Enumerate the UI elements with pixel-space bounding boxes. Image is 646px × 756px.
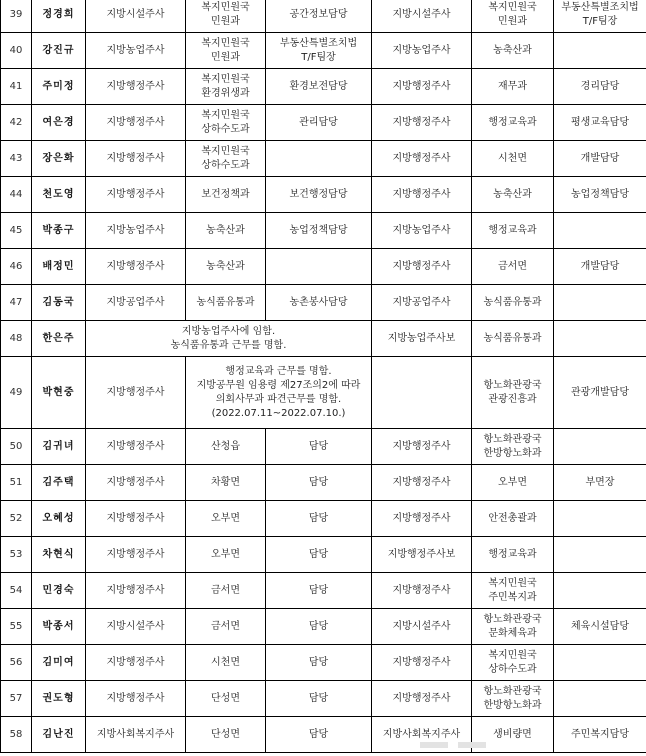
cell-line: 개발담당 — [580, 152, 620, 164]
cell-line: 행정교육과 — [488, 116, 537, 128]
employee-name: 오혜성 — [32, 501, 86, 537]
new-department — [472, 573, 554, 609]
new-department — [472, 681, 554, 717]
row-number: 49 — [1, 357, 32, 429]
cell-line: 보건행정담당 — [289, 188, 348, 200]
cell-line: 지방농업주사에 임함. — [181, 325, 276, 337]
current-department — [186, 285, 266, 321]
new-department — [472, 321, 554, 357]
current-rank: 지방행정주사 — [86, 573, 186, 609]
cell-line: 농축산과 — [206, 260, 245, 272]
current-rank: 지방농업주사 — [86, 213, 186, 249]
employee-name: 여은경 — [32, 105, 86, 141]
row-number: 56 — [1, 645, 32, 681]
row-number: 41 — [1, 69, 32, 105]
current-rank: 지방행정주사 — [86, 681, 186, 717]
cell-line: 주민복지담당 — [571, 728, 629, 740]
current-rank: 지방행정주사 — [86, 105, 186, 141]
employee-name: 박현중 — [32, 357, 86, 429]
new-role — [554, 573, 646, 609]
current-role — [266, 537, 372, 573]
current-role — [266, 501, 372, 537]
new-role — [554, 645, 646, 681]
cell-line: T/F팀장 — [301, 51, 336, 63]
current-role — [266, 717, 372, 753]
new-rank: 지방행정주사 — [372, 573, 472, 609]
current-rank: 지방행정주사 — [86, 465, 186, 501]
cell-line: 복지민원국 — [201, 73, 250, 85]
employee-name: 김동국 — [32, 285, 86, 321]
cell-line: 복지민원국 — [201, 145, 250, 157]
table-row — [1, 69, 646, 105]
current-department — [186, 105, 266, 141]
cell-line: 항노화관광국 — [483, 379, 542, 391]
row-number: 46 — [1, 249, 32, 285]
new-department — [472, 537, 554, 573]
new-department — [472, 141, 554, 177]
table-row — [1, 681, 646, 717]
table-row — [1, 357, 646, 429]
table-row — [1, 465, 646, 501]
new-role — [554, 321, 646, 357]
cell-line: 담당 — [308, 548, 329, 560]
employee-name: 김미여 — [32, 645, 86, 681]
cell-line: 의회사무과 파견근무를 명함. — [215, 393, 342, 405]
current-rank: 지방행정주사 — [86, 501, 186, 537]
watermark-fragment — [420, 742, 490, 752]
new-department — [472, 645, 554, 681]
cell-line: 복지민원국 — [488, 649, 537, 661]
current-department — [186, 141, 266, 177]
new-role — [554, 537, 646, 573]
cell-line: 복지민원국 — [201, 1, 250, 13]
new-department — [472, 177, 554, 213]
cell-line: 단성면 — [211, 692, 240, 704]
new-department — [472, 249, 554, 285]
current-department — [186, 213, 266, 249]
cell-line: 시천면 — [211, 656, 240, 668]
cell-line: 상하수도과 — [488, 663, 537, 675]
cell-line: 부면장 — [585, 476, 615, 488]
cell-line: 농식품유통과 — [483, 296, 542, 308]
table-row — [1, 609, 646, 645]
current-department — [186, 465, 266, 501]
current-rank: 지방행정주사 — [86, 177, 186, 213]
cell-line: 담당 — [308, 656, 329, 668]
current-department — [186, 69, 266, 105]
cell-line: 오부면 — [498, 476, 527, 488]
table-row — [1, 33, 646, 69]
current-department — [186, 0, 266, 33]
cell-line: 상하수도과 — [201, 159, 250, 171]
current-role — [266, 681, 372, 717]
new-rank: 지방시설주사 — [372, 609, 472, 645]
cell-line: 농촌봉사담당 — [289, 296, 348, 308]
cell-line: 단성면 — [211, 728, 240, 740]
current-department — [186, 33, 266, 69]
cell-line: 주민복지과 — [488, 591, 537, 603]
new-role — [554, 501, 646, 537]
new-rank: 지방농업주사 — [372, 213, 472, 249]
employee-name: 박종서 — [32, 609, 86, 645]
cell-line: 농식품유통과 근무를 명함. — [170, 339, 287, 351]
current-role — [266, 0, 372, 33]
row-number: 57 — [1, 681, 32, 717]
current-role — [266, 573, 372, 609]
new-department — [472, 0, 554, 33]
cell-line: 민원과 — [498, 15, 527, 27]
row-number: 55 — [1, 609, 32, 645]
cell-line: 복지민원국 — [488, 577, 537, 589]
current-department — [186, 249, 266, 285]
table-row — [1, 573, 646, 609]
new-rank: 지방행정주사보 — [372, 537, 472, 573]
new-rank: 지방시설주사 — [372, 0, 472, 33]
table-row — [1, 537, 646, 573]
new-role — [554, 249, 646, 285]
current-role — [266, 645, 372, 681]
table-row — [1, 285, 646, 321]
new-department — [472, 465, 554, 501]
current-rank: 지방행정주사 — [86, 249, 186, 285]
cell-line: 관광개발담당 — [571, 386, 629, 398]
new-rank: 지방농업주사 — [372, 33, 472, 69]
appointment-note — [186, 357, 372, 429]
current-role — [266, 33, 372, 69]
cell-line: 금서면 — [498, 260, 527, 272]
new-role — [554, 717, 646, 753]
current-rank: 지방공업주사 — [86, 285, 186, 321]
current-rank: 지방행정주사 — [86, 357, 186, 429]
cell-line: 개발담당 — [580, 260, 620, 272]
cell-line: 체육시설담당 — [571, 620, 629, 632]
employee-name: 배정민 — [32, 249, 86, 285]
new-department — [472, 609, 554, 645]
new-role — [554, 213, 646, 249]
new-rank: 지방행정주사 — [372, 429, 472, 465]
cell-line: 금서면 — [211, 620, 240, 632]
cell-line: 문화체육과 — [488, 627, 537, 639]
cell-line: 복지민원국 — [488, 1, 537, 13]
new-role — [554, 105, 646, 141]
current-rank: 지방행정주사 — [86, 645, 186, 681]
table-row — [1, 321, 646, 357]
employee-name: 민경숙 — [32, 573, 86, 609]
current-role — [266, 69, 372, 105]
current-department — [186, 609, 266, 645]
cell-line: (2022.07.11~2022.07.10.) — [211, 407, 346, 419]
new-department — [472, 501, 554, 537]
current-role — [266, 177, 372, 213]
cell-line: 농축산과 — [493, 44, 532, 56]
new-role — [554, 177, 646, 213]
cell-line: 행정교육과 — [488, 548, 537, 560]
cell-line: 부동산특별조치법 — [561, 1, 639, 13]
new-role — [554, 0, 646, 33]
new-department — [472, 357, 554, 429]
new-role — [554, 357, 646, 429]
new-rank: 지방행정주사 — [372, 249, 472, 285]
cell-line: 행정교육과 — [488, 224, 537, 236]
new-rank: 지방행정주사 — [372, 681, 472, 717]
row-number: 40 — [1, 33, 32, 69]
cell-line: 시천면 — [498, 152, 527, 164]
current-role — [266, 609, 372, 645]
cell-line: 농식품유통과 — [483, 332, 542, 344]
cell-line: 담당 — [308, 584, 329, 596]
new-rank: 지방행정주사 — [372, 141, 472, 177]
cell-line: 차황면 — [211, 476, 240, 488]
current-role — [266, 465, 372, 501]
employee-name: 천도영 — [32, 177, 86, 213]
cell-line: 항노화관광국 — [483, 685, 542, 697]
cell-line: 산청읍 — [211, 440, 240, 452]
new-rank: 지방행정주사 — [372, 645, 472, 681]
cell-line: 부동산특별조치법 — [279, 37, 358, 49]
cell-line: 담당 — [308, 440, 329, 452]
current-rank: 지방사회복지주사 — [86, 717, 186, 753]
new-rank: 지방행정주사 — [372, 69, 472, 105]
new-rank: 지방농업주사보 — [372, 321, 472, 357]
table-row — [1, 213, 646, 249]
row-number: 54 — [1, 573, 32, 609]
current-department — [186, 537, 266, 573]
new-rank: 지방사회복지주사 — [372, 717, 472, 753]
current-role — [266, 285, 372, 321]
table-row — [1, 105, 646, 141]
cell-line: 행정교육과 근무를 명함. — [225, 365, 332, 377]
employee-name: 김주택 — [32, 465, 86, 501]
table-row — [1, 249, 646, 285]
cell-line: 담당 — [308, 728, 329, 740]
current-department — [186, 717, 266, 753]
cell-line: 환경위생과 — [201, 87, 250, 99]
new-department — [472, 213, 554, 249]
current-rank: 지방행정주사 — [86, 429, 186, 465]
cell-line: 담당 — [308, 512, 329, 524]
cell-line: 지방공무원 임용령 제27조의2에 따라 — [196, 379, 361, 391]
table-row — [1, 429, 646, 465]
new-department — [472, 105, 554, 141]
employee-name: 강진규 — [32, 33, 86, 69]
cell-line: T/F팀장 — [582, 15, 618, 27]
cell-line: 환경보전담당 — [289, 80, 348, 92]
employee-name: 장은화 — [32, 141, 86, 177]
employee-name: 권도형 — [32, 681, 86, 717]
cell-line: 보건정책과 — [201, 188, 250, 200]
employee-name: 김난진 — [32, 717, 86, 753]
current-department — [186, 429, 266, 465]
current-department — [186, 501, 266, 537]
current-department — [186, 645, 266, 681]
new-department — [472, 285, 554, 321]
cell-line: 민원과 — [211, 15, 240, 27]
new-rank: 지방행정주사 — [372, 105, 472, 141]
new-rank: 지방행정주사 — [372, 177, 472, 213]
row-number: 58 — [1, 717, 32, 753]
current-role — [266, 141, 372, 177]
cell-line: 오부면 — [211, 548, 240, 560]
row-number: 52 — [1, 501, 32, 537]
table-row — [1, 645, 646, 681]
cell-line: 농식품유통과 — [196, 296, 255, 308]
employee-name: 박종구 — [32, 213, 86, 249]
current-rank: 지방행정주사 — [86, 141, 186, 177]
cell-line: 담당 — [308, 476, 329, 488]
cell-line: 금서면 — [211, 584, 240, 596]
cell-line: 재무과 — [498, 80, 527, 92]
new-role — [554, 69, 646, 105]
cell-line: 항노화관광국 — [483, 613, 542, 625]
row-number: 45 — [1, 213, 32, 249]
row-number: 51 — [1, 465, 32, 501]
row-number: 50 — [1, 429, 32, 465]
cell-line: 오부면 — [211, 512, 240, 524]
employee-name: 정경희 — [32, 0, 86, 33]
current-department — [186, 177, 266, 213]
cell-line: 공간정보담당 — [289, 8, 348, 20]
cell-line: 생비량면 — [493, 728, 532, 740]
new-role — [554, 681, 646, 717]
current-role — [266, 429, 372, 465]
cell-line: 관리담당 — [299, 116, 338, 128]
new-role — [554, 429, 646, 465]
cell-line: 항노화관광국 — [483, 433, 542, 445]
cell-line: 농업정책담당 — [571, 188, 629, 200]
employee-name: 김귀녀 — [32, 429, 86, 465]
new-rank: 지방행정주사 — [372, 501, 472, 537]
row-number: 39 — [1, 0, 32, 33]
cell-line: 민원과 — [211, 51, 240, 63]
current-rank: 지방시설주사 — [86, 0, 186, 33]
table-row — [1, 0, 646, 33]
new-role — [554, 33, 646, 69]
cell-line: 한방항노화과 — [483, 699, 542, 711]
cell-line: 농축산과 — [206, 224, 245, 236]
table-row — [1, 177, 646, 213]
current-department — [186, 573, 266, 609]
new-rank: 지방행정주사 — [372, 465, 472, 501]
new-role — [554, 465, 646, 501]
current-role — [266, 105, 372, 141]
table-row — [1, 141, 646, 177]
new-department — [472, 69, 554, 105]
new-role — [554, 609, 646, 645]
cell-line: 농축산과 — [493, 188, 532, 200]
cell-line: 한방항노화과 — [483, 447, 542, 459]
cell-line: 관광진흥과 — [488, 393, 537, 405]
new-role — [554, 141, 646, 177]
current-rank: 지방행정주사 — [86, 537, 186, 573]
row-number: 43 — [1, 141, 32, 177]
new-role — [554, 285, 646, 321]
new-rank: 지방공업주사 — [372, 285, 472, 321]
cell-line: 담당 — [308, 692, 329, 704]
row-number: 42 — [1, 105, 32, 141]
new-department — [472, 429, 554, 465]
current-rank: 지방시설주사 — [86, 609, 186, 645]
table-row — [1, 501, 646, 537]
cell-line: 상하수도과 — [201, 123, 250, 135]
current-role — [266, 249, 372, 285]
table-row — [1, 717, 646, 753]
employee-name: 한은주 — [32, 321, 86, 357]
row-number: 48 — [1, 321, 32, 357]
cell-line: 평생교육담당 — [571, 116, 629, 128]
row-number: 53 — [1, 537, 32, 573]
current-rank: 지방농업주사 — [86, 33, 186, 69]
employee-name: 차현식 — [32, 537, 86, 573]
employee-name: 주미정 — [32, 69, 86, 105]
cell-line: 담당 — [308, 620, 329, 632]
current-role — [266, 213, 372, 249]
new-rank — [372, 357, 472, 429]
row-number: 44 — [1, 177, 32, 213]
cell-line: 복지민원국 — [201, 37, 250, 49]
cell-line: 복지민원국 — [201, 109, 250, 121]
cell-line: 경리담당 — [580, 80, 620, 92]
row-number: 47 — [1, 285, 32, 321]
current-rank: 지방행정주사 — [86, 69, 186, 105]
cell-line: 안전총괄과 — [488, 512, 537, 524]
new-department — [472, 33, 554, 69]
current-department — [186, 681, 266, 717]
cell-line: 농업정책담당 — [289, 224, 348, 236]
appointment-note — [86, 321, 372, 357]
